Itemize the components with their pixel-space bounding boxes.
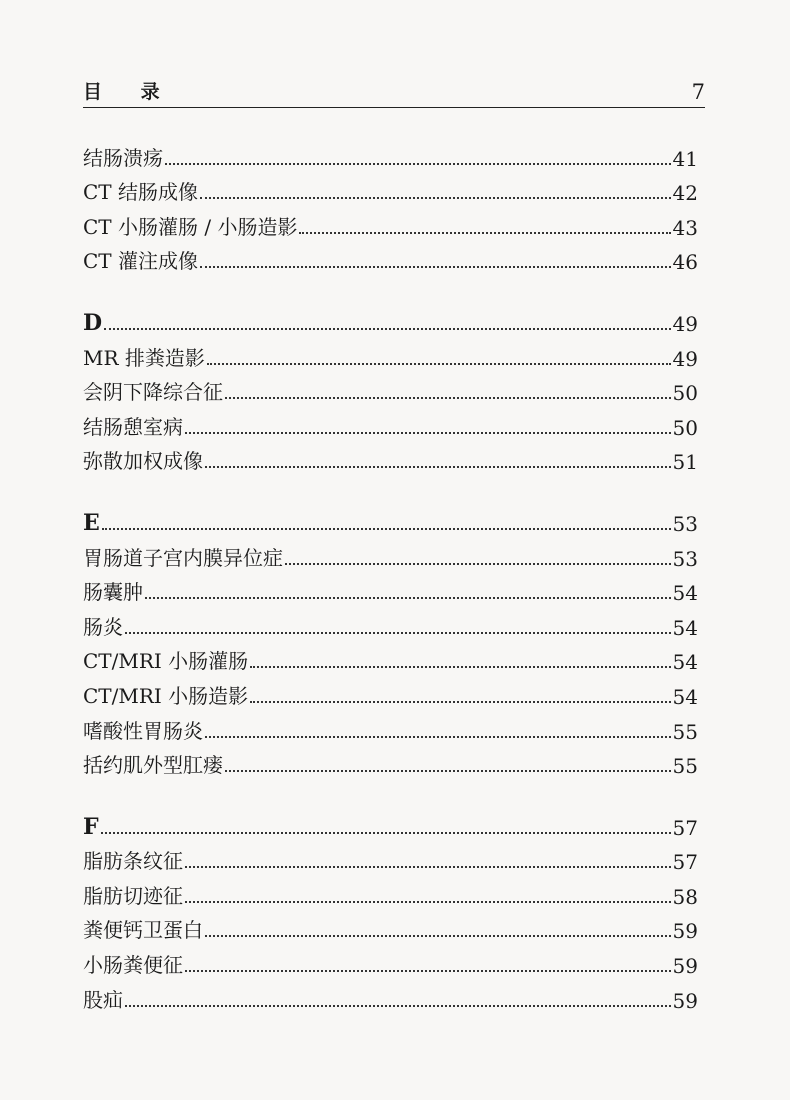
entry-page-number: 54 [672, 684, 698, 709]
entry-page-number: 59 [672, 988, 698, 1013]
toc-section [83, 301, 698, 474]
entry-page-number: 49 [672, 311, 698, 336]
toc-entry [83, 371, 698, 406]
toc-entry [83, 136, 698, 171]
toc-entry [83, 605, 698, 640]
dot-leader [125, 1004, 671, 1007]
chapter-title: 目 录 [83, 81, 176, 103]
entry-page-number: 54 [672, 650, 698, 675]
toc-section [83, 501, 698, 778]
entry-title: 粪便钙卫蛋白 [83, 918, 203, 943]
dot-leader [200, 265, 671, 268]
section-letter: D [83, 309, 103, 336]
section-letter: E [83, 509, 100, 536]
dot-leader [299, 231, 670, 234]
dot-leader [185, 431, 671, 434]
entry-title: 结肠憩室病 [83, 414, 183, 439]
entry-page-number: 54 [672, 581, 698, 606]
dot-leader [205, 465, 671, 468]
entry-title: CT/MRI 小肠造影 [83, 683, 249, 708]
entry-title: CT 小肠灌肠 / 小肠造影 [83, 214, 298, 239]
entry-page-number: 57 [672, 815, 698, 840]
dot-leader [125, 631, 671, 634]
toc-entry [83, 840, 698, 875]
entry-page-number: 55 [672, 754, 698, 779]
entry-page-number: 55 [672, 719, 698, 744]
header-rule [83, 107, 705, 108]
dot-leader [104, 327, 670, 330]
toc-entry [83, 978, 698, 1013]
entry-title: 括约肌外型肛瘘 [83, 753, 223, 778]
toc-entry [83, 909, 698, 944]
entry-page-number: 53 [672, 546, 698, 571]
dot-leader [145, 596, 671, 599]
entry-page-number: 54 [672, 615, 698, 640]
toc-entry [83, 536, 698, 571]
entry-page-number: 51 [672, 450, 698, 475]
dot-leader [185, 865, 671, 868]
entry-page-number: 59 [672, 954, 698, 979]
entry-title: 脂肪条纹征 [83, 849, 183, 874]
toc-entry [83, 709, 698, 744]
entry-title: CT/MRI 小肠灌肠 [83, 649, 249, 674]
entry-title: 弥散加权成像 [83, 449, 203, 474]
section-letter-heading [83, 805, 698, 840]
dot-leader [185, 969, 671, 972]
entry-title: CT 灌注成像 [83, 249, 198, 274]
entry-page-number: 41 [672, 146, 698, 171]
entry-title: 肠囊肿 [83, 580, 143, 605]
entry-title: MR 排粪造影 [83, 345, 205, 370]
entry-title: 小肠粪便征 [83, 953, 183, 978]
toc-entry [83, 571, 698, 606]
dot-leader [165, 162, 671, 165]
entry-page-number: 46 [672, 250, 698, 275]
entry-page-number: 49 [672, 346, 698, 371]
toc-entry [83, 240, 698, 275]
toc-entry [83, 171, 698, 206]
toc-entry [83, 205, 698, 240]
toc-entry [83, 674, 698, 709]
entry-page-number: 59 [672, 919, 698, 944]
dot-leader [200, 196, 671, 199]
dot-leader [225, 396, 671, 399]
toc-entry [83, 440, 698, 475]
dot-leader [207, 362, 671, 365]
section-letter: F [83, 813, 99, 840]
table-of-contents [83, 136, 698, 1040]
page-number: 7 [691, 80, 705, 104]
entry-page-number: 50 [672, 415, 698, 440]
entry-page-number: 42 [672, 181, 698, 206]
dot-leader [285, 562, 671, 565]
entry-title: 会阴下降综合征 [83, 380, 223, 405]
toc-entry [83, 874, 698, 909]
entry-page-number: 50 [672, 381, 698, 406]
toc-section [83, 136, 698, 274]
entry-page-number: 58 [672, 884, 698, 909]
section-letter-heading [83, 301, 698, 336]
toc-entry [83, 943, 698, 978]
entry-page-number: 53 [672, 511, 698, 536]
entry-title: 股疝 [83, 987, 123, 1012]
entry-title: 肠炎 [83, 614, 123, 639]
entry-page-number: 57 [672, 850, 698, 875]
toc-entry [83, 336, 698, 371]
toc-entry [83, 405, 698, 440]
dot-leader [250, 700, 670, 703]
toc-section [83, 805, 698, 1013]
entry-title: 嗜酸性胃肠炎 [83, 718, 203, 743]
toc-entry [83, 640, 698, 675]
toc-entry [83, 744, 698, 779]
dot-leader [101, 831, 671, 834]
section-letter-heading [83, 501, 698, 536]
dot-leader [185, 900, 671, 903]
dot-leader [205, 934, 671, 937]
dot-leader [225, 769, 671, 772]
entry-title: CT 结肠成像 [83, 180, 198, 205]
entry-page-number: 43 [672, 215, 698, 240]
entry-title: 脂肪切迹征 [83, 883, 183, 908]
dot-leader [205, 735, 671, 738]
entry-title: 胃肠道子宫内膜异位症 [83, 545, 283, 570]
dot-leader [250, 665, 670, 668]
dot-leader [102, 527, 671, 530]
running-header [83, 76, 705, 104]
entry-title: 结肠溃疡 [83, 145, 163, 170]
